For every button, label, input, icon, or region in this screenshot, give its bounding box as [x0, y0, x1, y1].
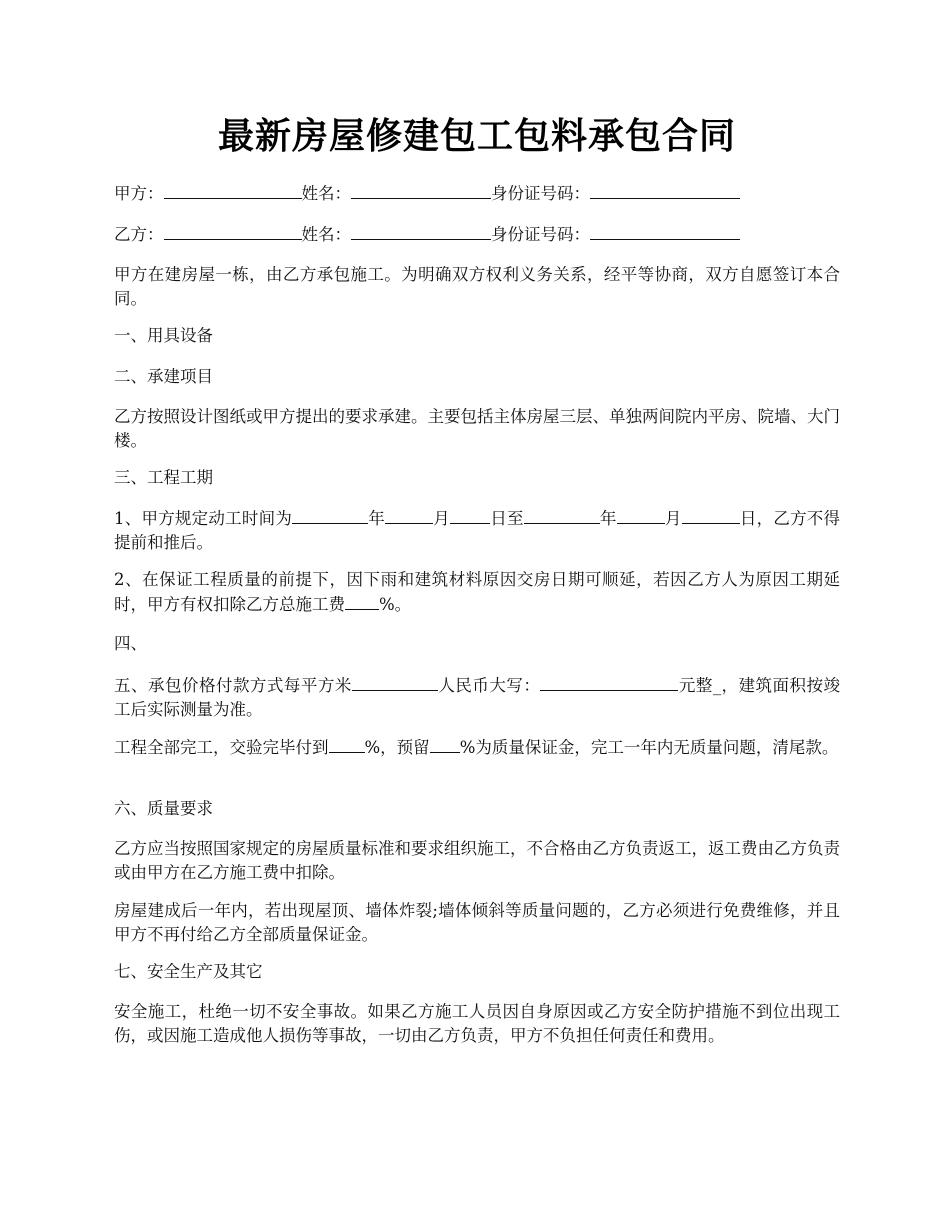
- schedule-prefix: 1、甲方规定动工时间为: [114, 509, 293, 528]
- start-day-blank[interactable]: [450, 506, 490, 524]
- party-b-id-blank[interactable]: [590, 222, 740, 240]
- payment-suffix: 元整_，建筑面积按竣工后实际测量为准。: [114, 676, 841, 719]
- section-2-body: 乙方按照设计图纸或甲方提出的要求承建。主要包括主体房屋三层、单独两间院内平房、院墙、大门楼。: [114, 407, 840, 450]
- end-year-label: 年: [599, 509, 617, 528]
- payment-terms-suffix: %为质量保证金，完工一年内无质量问题，清尾款。: [459, 738, 839, 757]
- payment-terms-paragraph: [114, 735, 840, 760]
- party-a-id-blank[interactable]: [590, 181, 740, 199]
- section-6-body-1: 乙方应当按照国家规定的房屋质量标准和要求组织施工，不合格由乙方负责返工，返工费由乙方负责或由甲方在乙方施工费中扣除。: [114, 839, 840, 882]
- payment-paragraph: [114, 673, 840, 722]
- schedule-paragraph: [114, 506, 840, 555]
- end-month-blank[interactable]: [617, 506, 665, 524]
- section-3-heading: 三、工程工期: [114, 468, 213, 487]
- party-a-line: [114, 181, 840, 206]
- start-day-label: 日至: [490, 509, 524, 528]
- payment-terms-prefix: 工程全部完工，交验完毕付到: [114, 738, 329, 757]
- start-month-label: 月: [433, 509, 450, 528]
- end-year-blank[interactable]: [524, 506, 600, 524]
- price-per-sqm-blank[interactable]: [352, 673, 438, 691]
- payment-prefix: 五、承包价格付款方式每平方米: [114, 676, 352, 695]
- deduction-percent-blank[interactable]: [345, 592, 379, 610]
- party-b-name-label: 姓名：: [301, 225, 351, 244]
- paid-percent-blank[interactable]: [329, 735, 365, 753]
- intro-paragraph: 甲方在建房屋一栋，由乙方承包施工。为明确双方权利义务关系，经平等协商，双方自愿签订本合同。: [114, 265, 840, 308]
- section-7-body: 安全施工，杜绝一切不安全事故。如果乙方施工人员因自身原因或乙方安全防护措施不到位出现工伤，或因施工造成他人损伤等事故，一切由乙方负责，甲方不负担任何责任和费用。: [114, 1002, 840, 1045]
- section-7-heading: 七、安全生产及其它: [114, 962, 263, 981]
- section-4-heading: 四、: [114, 634, 147, 653]
- party-a-name-label: 姓名：: [301, 184, 351, 203]
- party-a-name-blank[interactable]: [351, 181, 491, 199]
- section-1-heading: 一、用具设备: [114, 326, 213, 345]
- start-year-blank[interactable]: [292, 506, 368, 524]
- party-b-line: [114, 222, 840, 247]
- party-b-label: 乙方：: [114, 225, 164, 244]
- delay-text: 2、在保证工程质量的前提下，因下雨和建筑材料原因交房日期可顺延，若因乙方人为原因工期延时，甲方有权扣除乙方总施工费: [114, 570, 840, 614]
- retention-percent-blank[interactable]: [430, 735, 460, 753]
- payment-terms-mid: %，预留: [364, 738, 430, 757]
- schedule-suffix: 日，乙方不得提前和推后。: [114, 509, 841, 552]
- end-day-blank[interactable]: [682, 506, 740, 524]
- section-6-heading: 六、质量要求: [114, 799, 213, 818]
- party-b-id-label: 身份证号码：: [491, 225, 590, 244]
- delay-suffix: %。: [379, 595, 412, 614]
- rmb-label: 人民币大写：: [437, 676, 541, 695]
- section-6-body-2: 房屋建成后一年内，若出现屋顶、墙体炸裂;墙体倾斜等质量问题的，乙方必须进行免费维修，并且甲方不再付给乙方全部质量保证金。: [114, 901, 840, 944]
- document-title: 最新房屋修建包工包料承包合同: [217, 115, 736, 157]
- rmb-amount-blank[interactable]: [540, 673, 678, 691]
- party-b-blank[interactable]: [164, 222, 302, 240]
- start-year-label: 年: [368, 509, 386, 528]
- party-a-blank[interactable]: [164, 181, 302, 199]
- end-month-label: 月: [664, 509, 682, 528]
- party-b-name-blank[interactable]: [351, 222, 491, 240]
- start-month-blank[interactable]: [385, 506, 433, 524]
- delay-paragraph: [114, 568, 840, 617]
- section-2-heading: 二、承建项目: [114, 367, 213, 386]
- party-a-id-label: 身份证号码：: [491, 184, 590, 203]
- party-a-label: 甲方：: [114, 184, 164, 203]
